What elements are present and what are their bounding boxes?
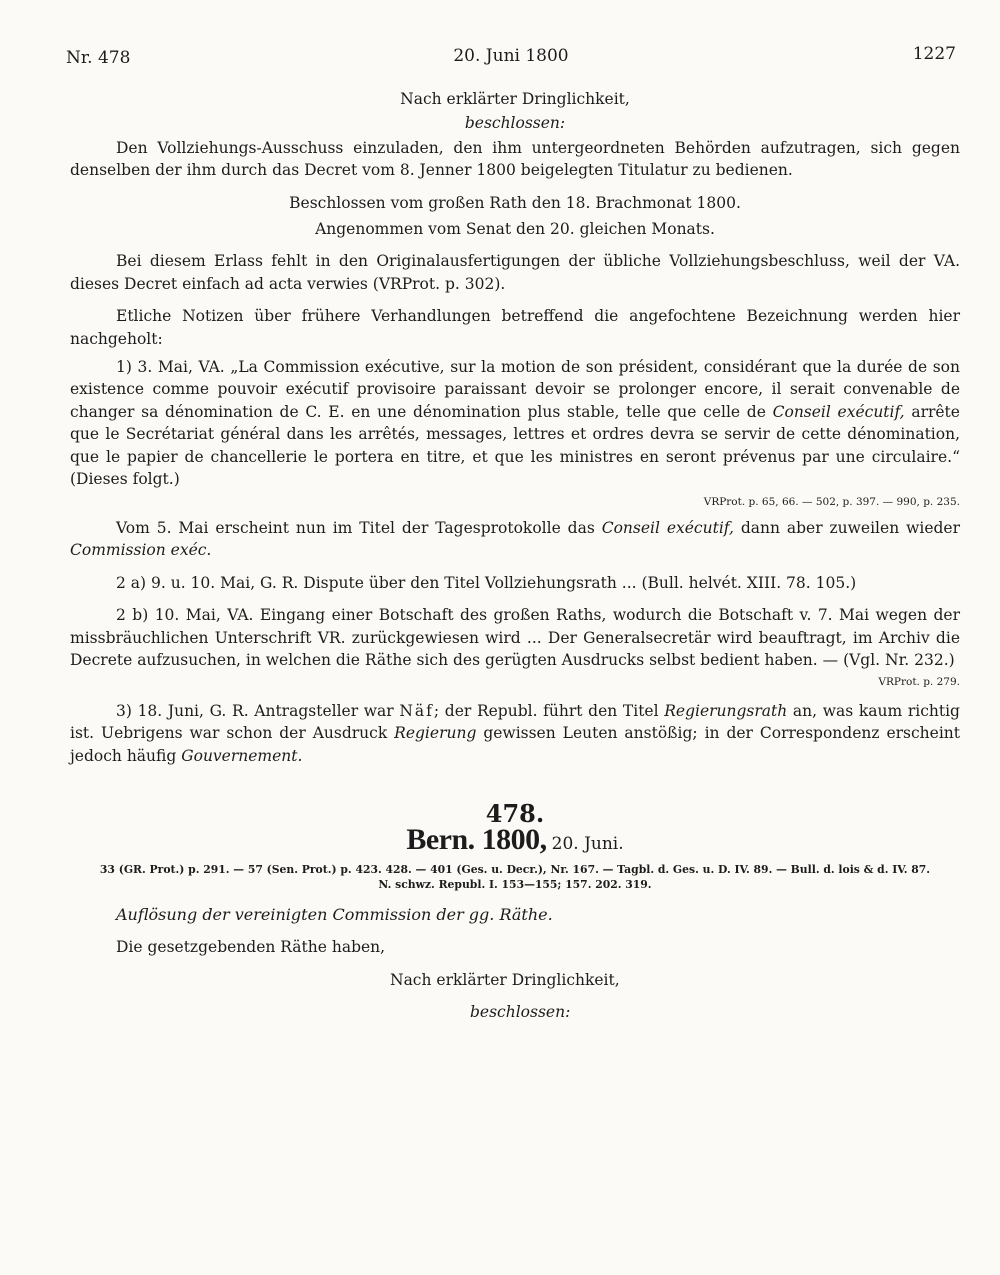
item-2b-reference: VRProt. p. 279. [878, 676, 960, 689]
day-month: 20. Juni. [551, 834, 624, 855]
councils-line: Die gesetzgebenden Räthe haben, [116, 938, 386, 957]
note-paragraph-2: Etliche Notizen über frühere Verhandlungen betreffend die angefochtene Bezeichnung werden hier nachgeholt: [70, 307, 960, 348]
document-number: 478. [485, 798, 545, 828]
page-number: 1227 [912, 44, 956, 64]
decided-line: Beschlossen vom großen Rath den 18. Brachmonat 1800. [289, 193, 741, 212]
item-1b-emphasis: Conseil exécutif, [601, 518, 734, 537]
resolved-line: beschlossen: [464, 114, 566, 133]
item-3-text-1: 3) 18. Juni, G. R. Antragsteller war [116, 701, 394, 720]
item-1-emphasis: Conseil exécutif, [772, 402, 905, 421]
accepted-line: Angenommen vom Senat den 20. gleichen Monats. [315, 220, 715, 239]
place-year: Bern. 1800, [406, 823, 547, 857]
item-3-text-4: gewissen Leuten anstößig; in der Correspondenz erscheint jedoch häufig [70, 724, 960, 765]
item-1b-text: Vom 5. Mai erscheint nun im Titel der Tagesprotokolle das [116, 518, 595, 537]
document-number-header: Nr. 478 [66, 48, 131, 68]
item-2a: 2 a) 9. u. 10. Mai, G. R. Dispute über den Titel Vollziehungsrath ... (Bull. helvét. XIII. 78. 105.) [116, 573, 857, 592]
item-3-text-3: an, was kaum richtig ist. Uebrigens war schon der Ausdruck [70, 701, 960, 743]
item-1b-text-2: dann aber zuweilen wieder [740, 518, 960, 537]
item-1-reference: VRProt. p. 65, 66. — 502, p. 397. — 990, p. 235. [703, 495, 960, 508]
item-1b-emphasis-2: Commission exéc. [70, 541, 212, 560]
resolved-line-2: beschlossen: [470, 1003, 571, 1021]
item-3-text-2: ; der Republ. führt den Titel [433, 701, 659, 720]
item-1b [70, 517, 960, 562]
item-1-lead: 1) 3. Mai, VA. [116, 358, 225, 377]
note-paragraph-1: Bei diesem Erlass fehlt in den Originalausfertigungen der übliche Vollziehungsbeschluss, weil der VA. dieses Decret einfach ad acta verwies (VRProt. p. 302). [70, 252, 960, 293]
item-1-text-2: arrête que le Secrétariat général dans les arrêtés, messages, lettres et ordres devra se servir de cette dénomination, que le papier de chancellerie le portera en titre, et que les ministres en seront prévenus par une circulaire.“ (Dieses folgt.) [70, 402, 960, 489]
place-date-heading [70, 823, 960, 857]
item-3-name: Näf [399, 701, 434, 720]
item-1-text: „La Commission exécutive, sur la motion de son président, considérant que la durée de son existence comme pouvoir exécutif provisoire paraissant devoir se prolonger encore, il serait convenable de changer sa dénomination de C. E. en une dénomination plus stable, telle que celle de [70, 358, 960, 421]
urgency-line-2: Nach erklärter Dringlichkeit, [390, 970, 620, 989]
item-3-emphasis-3: Gouvernement. [181, 746, 303, 765]
urgency-line: Nach erklärter Dringlichkeit, [400, 90, 630, 108]
item-3 [70, 700, 960, 767]
resolution-text: Den Vollziehungs-Ausschuss einzuladen, den ihm untergeordneten Behörden aufzutragen, sich gegen denselben der ihm durch das Decret vom 8. Jenner 1800 beigelegten Titulatur zu bedienen. [70, 138, 960, 180]
header-date: 20. Juni 1800 [453, 46, 569, 66]
item-3-emphasis-1: Regierungsrath [664, 701, 788, 720]
source-references-1: 33 (GR. Prot.) p. 291. — 57 (Sen. Prot.) p. 423. 428. — 401 (Ges. u. Decr.), Nr. 167. — Tagbl. d. Ges. u. D. IV. 89. — Bull. d. lois & d. IV. 87. [99, 862, 931, 876]
page-body [70, 88, 960, 1023]
source-references-2: N. schwz. Republ. I. 153—155; 157. 202. 319. [378, 877, 652, 891]
item-2b: 2 b) 10. Mai, VA. Eingang einer Botschaft des großen Raths, wodurch die Botschaft v. 7. Mai wegen der missbräuchlichen Unterschrift VR. zurückgewiesen wird ... Der Generalsecretär wird beauftragt, im Archiv die Decrete aufzusuchen, in welchen die Räthe sich des gerügten Ausdrucks selbst bedient haben. — (Vgl. Nr. 232.) [70, 606, 960, 669]
item-3-emphasis-2: Regierung [394, 724, 477, 743]
document-title: Auflösung der vereinigten Commission der gg. Räthe. [116, 904, 553, 924]
item-1 [70, 356, 960, 490]
page-header [66, 44, 956, 74]
